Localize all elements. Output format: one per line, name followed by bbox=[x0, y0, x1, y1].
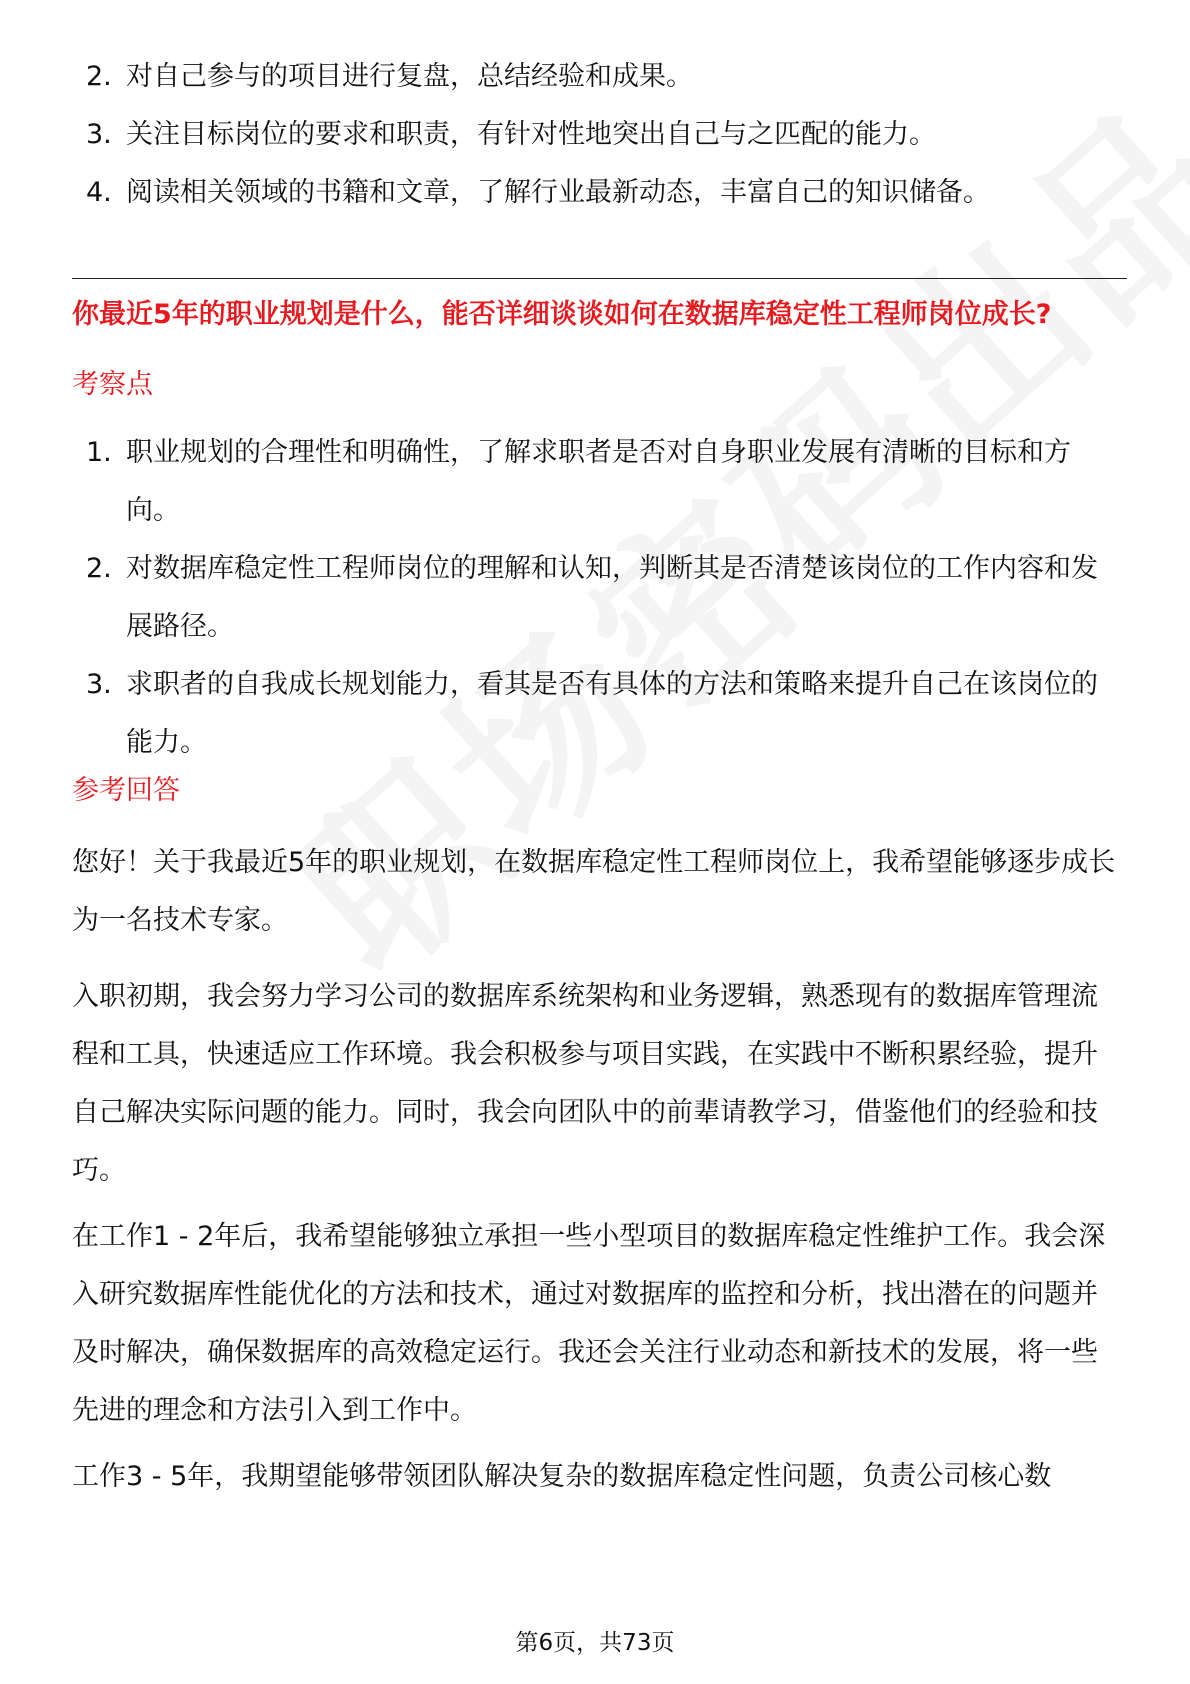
kaocha-numbered-list bbox=[72, 424, 1122, 772]
answer-heading: 参考回答 bbox=[72, 775, 180, 806]
list-number: 3. bbox=[86, 669, 112, 700]
list-text: 职业规划的合理性和明确性，了解求职者是否对自身职业发展有清晰的目标和方向。 bbox=[126, 437, 1071, 526]
list-number: 2. bbox=[86, 61, 112, 92]
answer-paragraph: 您好！关于我最近5年的职业规划，在数据库稳定性工程师岗位上，我希望能够逐步成长为一名技术专家。 bbox=[72, 847, 1116, 936]
answer-paragraph: 入职初期，我会努力学习公司的数据库系统架构和业务逻辑，熟悉现有的数据库管理流程和工具，快速适应工作环境。我会积极参与项目实践，在实践中不断积累经验，提升自己解决实际问题的能力。同时，我会向团队中的前辈请教学习，借鉴他们的经验和技巧。 bbox=[72, 981, 1098, 1186]
list-text: 阅读相关领域的书籍和文章，了解行业最新动态，丰富自己的知识储备。 bbox=[126, 177, 990, 208]
list-item bbox=[72, 656, 1122, 772]
list-text: 对自己参与的项目进行复盘，总结经验和成果。 bbox=[126, 61, 693, 92]
list-item bbox=[72, 106, 1122, 164]
list-text: 关注目标岗位的要求和职责，有针对性地突出自己与之匹配的能力。 bbox=[126, 119, 936, 150]
list-item bbox=[72, 164, 1122, 222]
list-number: 1. bbox=[86, 437, 112, 468]
list-item bbox=[72, 540, 1122, 656]
list-text: 对数据库稳定性工程师岗位的理解和认知，判断其是否清楚该岗位的工作内容和发展路径。 bbox=[126, 553, 1098, 642]
top-numbered-list bbox=[72, 48, 1122, 222]
page-number-footer: 第6页，共73页 bbox=[515, 1630, 675, 1656]
section-divider bbox=[72, 278, 1127, 279]
list-text: 求职者的自我成长规划能力，看其是否有具体的方法和策略来提升自己在该岗位的能力。 bbox=[126, 669, 1098, 758]
answer-paragraph: 在工作1 - 2年后，我希望能够独立承担一些小型项目的数据库稳定性维护工作。我会深入研究数据库性能优化的方法和技术，通过对数据库的监控和分析，找出潜在的问题并及时解决，确保数据库的高效稳定运行。我还会关注行业动态和新技术的发展，将一些先进的理念和方法引入到工作中。 bbox=[72, 1221, 1106, 1426]
list-number: 4. bbox=[86, 177, 112, 208]
list-number: 2. bbox=[86, 553, 112, 584]
kaocha-heading: 考察点 bbox=[72, 369, 153, 400]
list-number: 3. bbox=[86, 119, 112, 150]
question-heading: 你最近5年的职业规划是什么，能否详细谈谈如何在数据库稳定性工程师岗位成长? bbox=[72, 299, 1052, 330]
list-item bbox=[72, 424, 1122, 540]
list-item bbox=[72, 48, 1122, 106]
answer-paragraph: 工作3 - 5年，我期望能够带领团队解决复杂的数据库稳定性问题，负责公司核心数 bbox=[72, 1461, 1052, 1492]
